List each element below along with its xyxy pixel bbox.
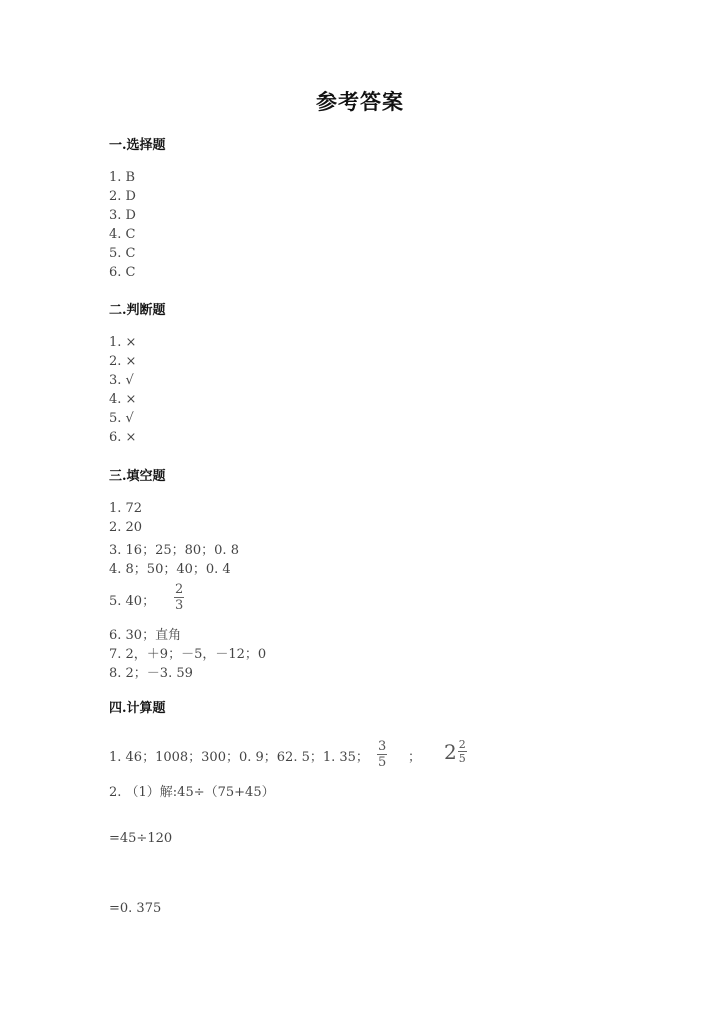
fraction: [377, 740, 387, 769]
fraction-denominator: 5: [458, 752, 466, 765]
answer-line: 5. 40；: [109, 594, 156, 609]
page-title: 参考答案: [316, 89, 404, 114]
answer-line: 1. 46；1008；300；0. 9；62. 5；1. 35；: [109, 750, 369, 765]
answer-line: 5. √: [109, 411, 134, 426]
answer-line: 6. ×: [109, 430, 137, 445]
mixed-number-whole: 2: [444, 739, 457, 764]
answer-line: 3. √: [109, 373, 134, 388]
fraction-numerator: 2: [175, 582, 184, 597]
fraction-denominator: 5: [378, 755, 387, 770]
answer-line: 2. D: [109, 189, 136, 204]
fraction-numerator: 2: [458, 738, 466, 751]
answer-line: 5. C: [109, 246, 136, 261]
fraction-numerator: 3: [378, 739, 387, 754]
answer-line: =45÷120: [109, 831, 173, 846]
mixed-number: [444, 739, 467, 764]
section-heading-judgement: 二.判断题: [109, 303, 166, 318]
answer-line: 2. 20: [109, 520, 143, 535]
separator: ；: [408, 750, 422, 765]
answer-line: 8. 2；－3. 59: [109, 666, 193, 681]
answer-line: 4. 8；50；40；0. 4: [109, 562, 231, 577]
answer-line: 1. B: [109, 170, 136, 185]
section-heading-choice: 一.选择题: [109, 138, 166, 153]
answer-line: 1. ×: [109, 335, 137, 350]
answer-line: =0. 375: [109, 901, 162, 916]
fraction: [458, 739, 467, 764]
answer-line: 3. 16；25；80；0. 8: [109, 543, 239, 558]
fraction: [174, 583, 184, 612]
fraction-denominator: 3: [175, 598, 184, 613]
answer-line: 6. 30；直角: [109, 628, 182, 643]
answer-line: 1. 72: [109, 501, 143, 516]
answer-line: 4. C: [109, 227, 136, 242]
answer-line: 6. C: [109, 265, 136, 280]
answer-line: 3. D: [109, 208, 136, 223]
answer-line: 7. 2，＋9；－5，－12；0: [109, 647, 267, 662]
answer-line: 2. ×: [109, 354, 137, 369]
section-heading-fill-blank: 三.填空题: [109, 469, 166, 484]
answer-line: 2. （1）解:45÷（75+45）: [109, 785, 275, 800]
section-heading-calculation: 四.计算题: [109, 701, 166, 716]
answer-line: 4. ×: [109, 392, 137, 407]
